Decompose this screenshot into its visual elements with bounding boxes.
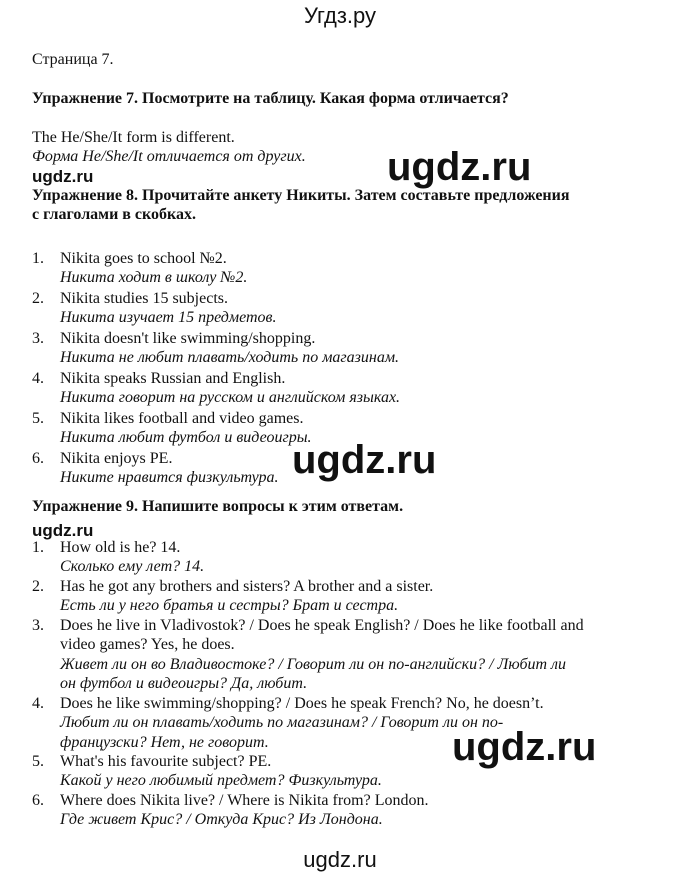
list-item-translation: Где живет Крис? / Откуда Крис? Из Лондона. xyxy=(60,811,383,828)
list-item-translation: Сколько ему лет? 14. xyxy=(60,558,205,575)
list-item-number: 5. xyxy=(32,410,44,427)
list-item-number: 5. xyxy=(32,753,44,770)
list-item-number: 6. xyxy=(32,450,44,467)
list-item-english: Nikita likes football and video games. xyxy=(60,410,304,427)
exercise-7-translation: Форма He/She/It отличается от других. xyxy=(32,148,306,165)
exercise-8-heading: Упражнение 8. Прочитайте анкету Никиты. Затем составьте предложения xyxy=(32,187,570,204)
list-item-english: Nikita doesn't like swimming/shopping. xyxy=(60,330,316,347)
list-item-translation: Какой у него любимый предмет? Физкультура. xyxy=(60,772,382,789)
list-item-english: How old is he? 14. xyxy=(60,539,181,556)
list-item-english: Nikita speaks Russian and English. xyxy=(60,370,286,387)
list-item-translation: Никита ходит в школу №2. xyxy=(60,269,248,286)
list-item-number: 4. xyxy=(32,695,44,712)
site-title: Угдз.ру xyxy=(303,3,377,28)
list-item-number: 3. xyxy=(32,330,44,347)
watermark-large: ugdz.ru xyxy=(387,145,532,189)
list-item-english: Nikita studies 15 subjects. xyxy=(60,290,228,307)
list-item-english: Nikita enjoys PE. xyxy=(60,450,173,467)
watermark-small: ugdz.ru xyxy=(32,167,94,186)
list-item-translation: Никита любит футбол и видеоигры. xyxy=(60,429,312,446)
list-item-translation: Есть ли у него братья и сестры? Брат и сестра. xyxy=(60,597,399,614)
exercise-9-heading: Упражнение 9. Напишите вопросы к этим ответам. xyxy=(32,498,404,515)
list-item-translation: Никита изучает 15 предметов. xyxy=(60,309,277,326)
list-item-english: Nikita goes to school №2. xyxy=(60,250,227,267)
list-item-translation: Никите нравится физкультура. xyxy=(60,469,279,486)
list-item-english: Has he got any brothers and sisters? A brother and a sister. xyxy=(60,578,434,595)
list-item-english: What's his favourite subject? PE. xyxy=(60,753,272,770)
list-item-translation: Никита не любит плавать/ходить по магазинам. xyxy=(60,349,400,366)
exercise-7-heading: Упражнение 7. Посмотрите на таблицу. Какая форма отличается? xyxy=(32,90,509,107)
exercise-8-heading-cont: с глаголами в скобках. xyxy=(32,206,197,223)
footer-watermark: ugdz.ru xyxy=(303,847,377,872)
list-item-english: Where does Nikita live? / Where is Nikita from? London. xyxy=(60,792,429,809)
watermark-large: ugdz.ru xyxy=(292,438,437,482)
list-item-number: 1. xyxy=(32,250,44,267)
list-item-translation: французски? Нет, не говорит. xyxy=(60,734,269,751)
page-number: Страница 7. xyxy=(32,51,114,68)
list-item-number: 1. xyxy=(32,539,44,556)
list-item-translation: Никита говорит на русском и английском языках. xyxy=(60,389,401,406)
list-item-english: Does he live in Vladivostok? / Does he speak English? / Does he like football and xyxy=(60,617,584,634)
list-item-number: 2. xyxy=(32,578,44,595)
exercise-7-answer: The He/She/It form is different. xyxy=(32,129,235,146)
watermark-small: ugdz.ru xyxy=(32,521,94,540)
list-item-number: 3. xyxy=(32,617,44,634)
list-item-number: 6. xyxy=(32,792,44,809)
list-item-translation: Живет ли он во Владивостоке? / Говорит ли он по-английски? / Любит ли xyxy=(60,656,567,673)
list-item-english: video games? Yes, he does. xyxy=(60,636,235,653)
list-item-number: 4. xyxy=(32,370,44,387)
list-item-translation: Любит ли он плавать/ходить по магазинам? / Говорит ли он по- xyxy=(60,714,504,731)
list-item-english: Does he like swimming/shopping? / Does he speak French? No, he doesn’t. xyxy=(60,695,544,712)
list-item-number: 2. xyxy=(32,290,44,307)
watermark-large: ugdz.ru xyxy=(452,725,597,769)
list-item-translation: он футбол и видеоигры? Да, любит. xyxy=(60,675,308,692)
